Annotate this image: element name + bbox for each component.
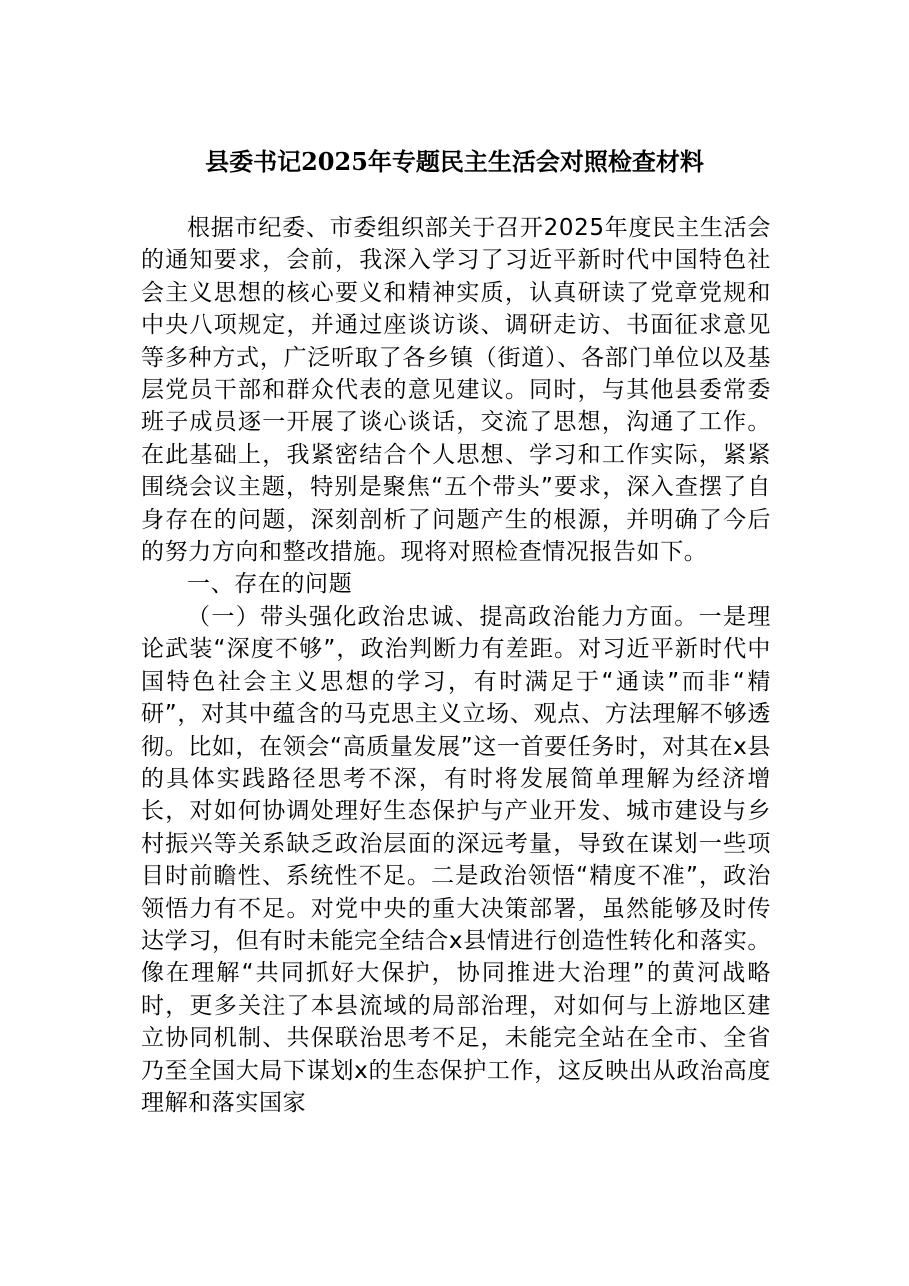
section-heading: 一、存在的问题 bbox=[187, 571, 353, 598]
document-body bbox=[141, 212, 771, 1119]
intro-paragraph: 根据市纪委、市委组织部关于召开2025年度民主生活会的通知要求，会前，我深入学习了习近平新时代中国特色社会主义思想的核心要义和精神实质，认真研读了党章党规和中央八项规定，并通过座谈访谈、调研走访、书面征求意见等多种方式，广泛听取了各乡镇（街道）、各部门单位以及基层党员干部和群众代表的意见建议。同时，与其他县委常委班子成员逐一开展了谈心谈话，交流了思想，沟通了工作。在此基础上，我紧密结合个人思想、学习和工作实际，紧紧围绕会议主题，特别是聚焦“五个带头”要求，深入查摆了自身存在的问题，深刻剖析了问题产生的根源，并明确了今后的努力方向和整改措施。现将对照检查情况报告如下。 bbox=[141, 215, 771, 566]
document-title: 县委书记2025年专题民主生活会对照检查材料 bbox=[205, 147, 704, 176]
section-paragraph: （一）带头强化政治忠诚、提高政治能力方面。一是理论武装“深度不够”，政治判断力有差距。对习近平新时代中国特色社会主义思想的学习，有时满足于“通读”而非“精研”，对其中蕴含的马克思主义立场、观点、方法理解不够透彻。比如，在领会“高质量发展”这一首要任务时，对其在x县的具体实践路径思考不深，有时将发展简单理解为经济增长，对如何协调处理好生态保护与产业开发、城市建设与乡村振兴等关系缺乏政治层面的深远考量，导致在谋划一些项目时前瞻性、系统性不足。二是政治领悟“精度不准”，政治领悟力有不足。对党中央的重大决策部署，虽然能够及时传达学习，但有时未能完全结合x县情进行创造性转化和落实。像在理解“共同抓好大保护，协同推进大治理”的黄河战略时，更多关注了本县流域的局部治理，对如何与上游地区建立协同机制、共保联治思考不足，未能完全站在全市、全省乃至全国大局下谋划x的生态保护工作，这反映出从政治高度理解和落实国家 bbox=[141, 603, 771, 1116]
